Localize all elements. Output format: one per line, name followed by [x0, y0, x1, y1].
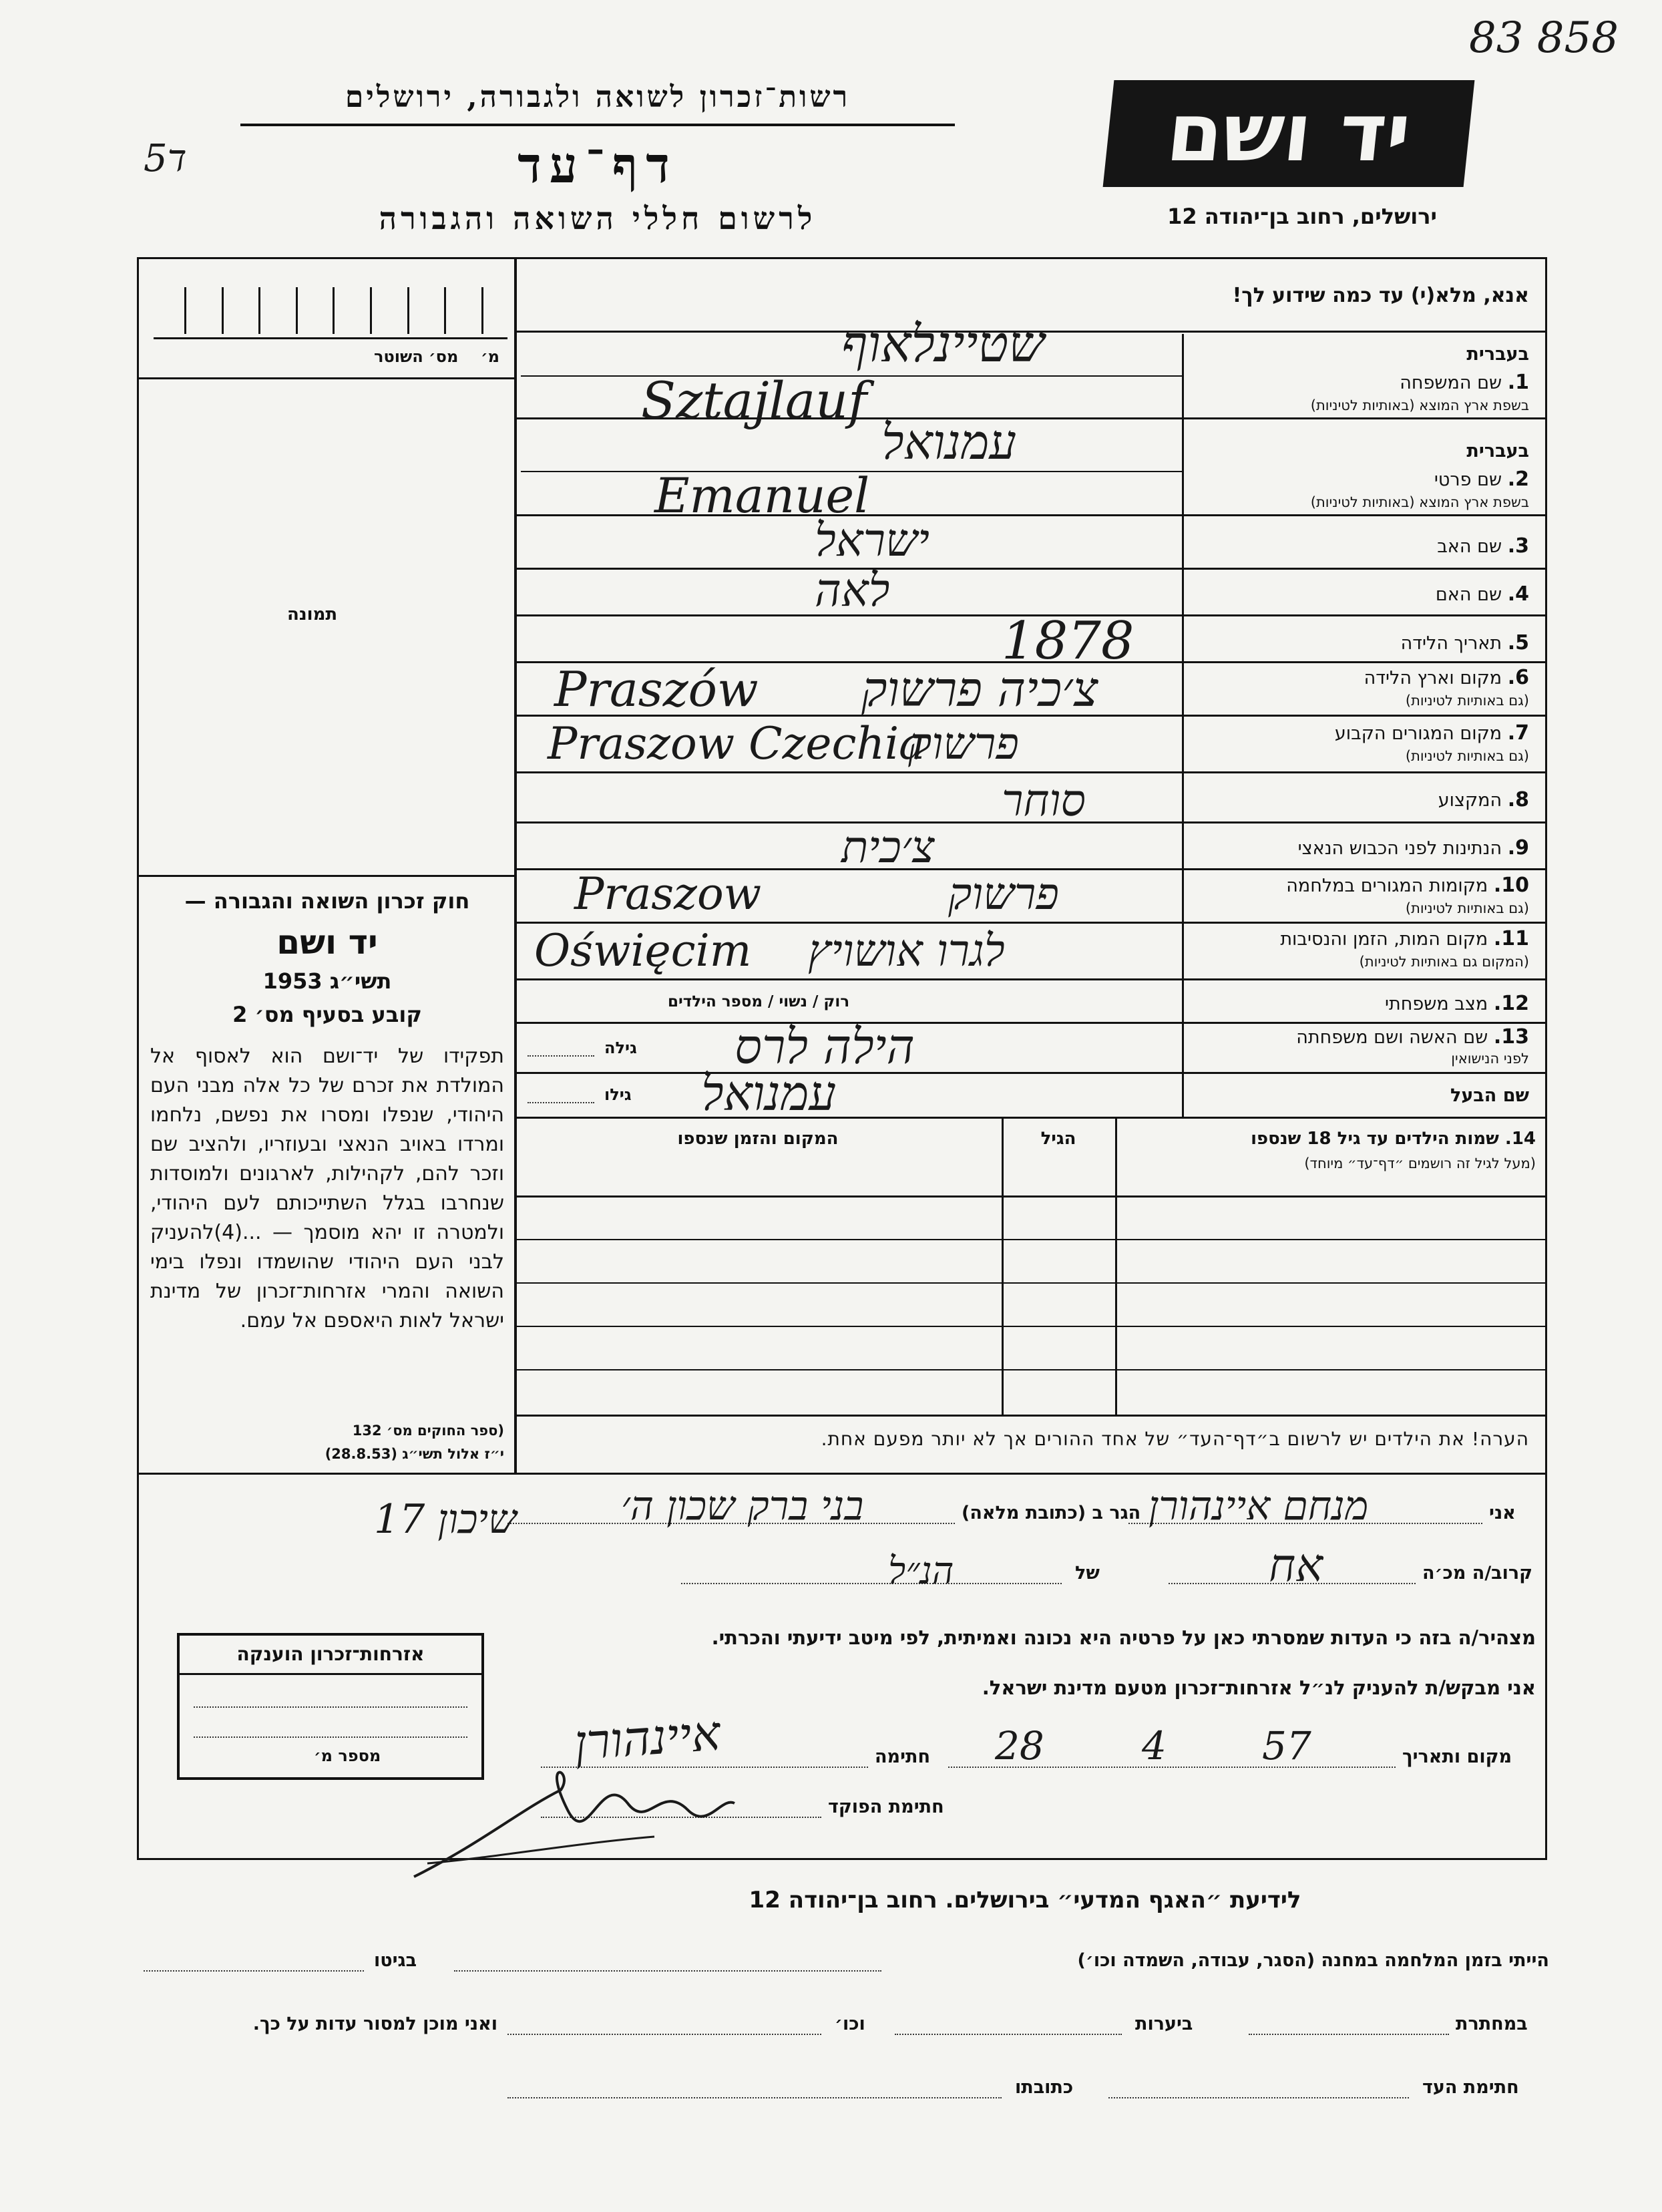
husband-age-label: גילו — [604, 1085, 632, 1104]
family-status-options: רוק / נשוי / מספר הילדים — [668, 993, 850, 1010]
hw-witness-name: מנחם איינהורן — [1149, 1483, 1369, 1529]
hw-witness-address: בני ברק שכון ה׳ — [621, 1483, 864, 1529]
file-number: 83 858 — [1469, 13, 1619, 63]
decl-place-date: מקום ותאריך — [1402, 1746, 1512, 1767]
hw-residence-heb: פרשוק — [908, 718, 1019, 769]
field-text: המקצוע — [1438, 790, 1502, 811]
law-year-row — [150, 968, 504, 994]
field-num: 3. — [1507, 534, 1529, 558]
footer-line2-d: ואני מוכן למסור עדות על כך. — [252, 2014, 497, 2034]
org-line: רשות־זכרון לשואה ולגבורה, ירושלים — [345, 80, 851, 114]
footer-line2-a: במחתרת — [1456, 2014, 1528, 2034]
field-text: מקום המגורים הקבוע — [1334, 723, 1502, 744]
footer-dot — [1249, 2034, 1449, 2035]
label-column-divider — [1182, 334, 1184, 1119]
field-7-label — [1189, 721, 1529, 745]
field-num: 6. — [1507, 666, 1529, 689]
field-text: תאריך הלידה — [1400, 633, 1502, 654]
serial-prefix: מ׳ — [481, 347, 500, 366]
row-rule — [514, 1072, 1547, 1074]
hw-residence-lat: Praszow Czechia — [548, 718, 925, 769]
footer-line3-a: חתימת העד — [1422, 2077, 1519, 2098]
decl-of-line — [681, 1583, 1062, 1584]
field-num: 1. — [1507, 371, 1529, 394]
field-num: 10. — [1493, 874, 1529, 897]
decl-i-am: אני — [1489, 1503, 1516, 1523]
hw-first-heb: עמנואל — [881, 414, 1017, 470]
field-13-label — [1189, 1025, 1529, 1049]
hw-birth-year: 1878 — [1002, 611, 1134, 671]
children-row-rule — [514, 1282, 1547, 1284]
field-text: שם פרטי — [1434, 470, 1502, 490]
field-11-sub: (המקום גם באותיות לטיניות) — [1359, 954, 1529, 970]
header-rule — [240, 124, 955, 126]
field-text: שם האם — [1435, 584, 1502, 605]
law-ref2: י״ז אלול תשי״ג (28.8.53) — [325, 1446, 504, 1462]
footer-dot — [1108, 2097, 1409, 2098]
husband-age-line — [528, 1102, 594, 1103]
children-row-rule — [514, 1326, 1547, 1327]
children-col-place: המקום והזמן שנספו — [677, 1129, 839, 1149]
hw-death-heb: לגרו אושויץ — [808, 925, 1005, 976]
decl-request: אני מבקש/ת להעניק לנ״ל אזרחות־זכרון מטעם מדינת ישראל. — [982, 1676, 1536, 1699]
law-text: תפקידו של יד־ושם הוא לאסוף אל המולדת את זכרם של כל אלה מבני העם היהודי, שנפלו ומסרו את נפשם, נלחמו ומרדו באויב הנאצי ובעוזריו, ולהציב שם וזכר להם, לקהילות, לארגונים ולמוסדות שנחרבו בגלל השתייכותם לעם היהודי, ולמטרה זו יהא מוסמך — ...(4)להעניק לבני העם היהודי שהושמדו ונפלו בימי השואה והמרי אזרחות־זכרון של מדינת ישראל לאות היאספם אל עמם. — [150, 1045, 504, 1332]
hw-surname-lat: Sztajlauf — [641, 371, 867, 430]
stamp-rule — [177, 1673, 484, 1675]
hw-witness-num: שיכון 17 — [374, 1496, 517, 1543]
law-clause: קובע בסעיף מס׳ 2 — [232, 1002, 422, 1027]
hw-surname-heb: שטיינלאוף — [841, 314, 1045, 373]
stamp-number: מספר מ׳ — [314, 1746, 381, 1765]
serial-boxes — [167, 287, 501, 334]
decl-statement: מצהיר/ה בזה כי העדות שמסרתי כאן על פרטיה היא נכונה ואמיתית, לפי מיטב ידיעתי והכרתי. — [711, 1626, 1536, 1649]
doc-subtitle: לרשום חללי השואה והגבורה — [379, 200, 817, 236]
doc-title: דף־עד — [517, 137, 678, 194]
hw-date-year: 57 — [1262, 1723, 1311, 1769]
footer-title: לידיעת ״האגף המדעי״ בירושלים. רחוב בן־יהודה 12 — [749, 1887, 1301, 1913]
decl-relative: קרוב/ה מכ׳ה — [1422, 1563, 1533, 1584]
hw-father: ישראל — [815, 514, 929, 567]
field-text: שם המשפחה — [1400, 373, 1502, 393]
decl-official-signature: חתימת הפוקד — [828, 1797, 944, 1817]
row-rule — [514, 922, 1547, 924]
children-note: הערה! את הילדים יש לרשום ב״דף־העד״ של אחד ההורים אך לא יותר מפעם אחת. — [821, 1428, 1529, 1450]
law-title: חוק זכרון השואה והגבורה — — [184, 888, 470, 914]
field-num: 7. — [1507, 721, 1529, 745]
field-10-label — [1189, 874, 1529, 897]
hw-birth-place-lat: Praszów — [554, 661, 759, 717]
field-13-sub: לפני הנישואין — [1451, 1051, 1529, 1067]
row-rule — [514, 771, 1547, 773]
hw-wife: הילה לרס — [735, 1019, 915, 1075]
field-num: 8. — [1507, 788, 1529, 811]
field-12-label — [1189, 992, 1529, 1015]
field-6-sub: (גם באותיות לטיניות) — [1405, 693, 1529, 709]
field-3-label — [1189, 534, 1529, 558]
law-name: יד ושם — [276, 923, 378, 962]
note-rule — [137, 1473, 1547, 1475]
footer-line1-a: הייתי בזמן המלחמה במחנה (הסגר, עבודה, השמדה וכו׳) — [1077, 1950, 1549, 1971]
footer-line2-c: וכו׳ — [835, 2014, 865, 2034]
form-intro: אנא, מלא(י) עד כמה שידוע לך! — [1232, 284, 1529, 307]
photo-top-rule — [137, 377, 516, 379]
field-num: 12. — [1493, 992, 1529, 1015]
hw-citizenship: צ׳כית — [841, 821, 935, 873]
footer-dot — [144, 1970, 364, 1972]
children-col-divider — [1115, 1119, 1117, 1416]
hw-relation-of: הנ״ל — [888, 1549, 954, 1593]
field-2-label — [1189, 468, 1529, 491]
field-text: מקומות המגורים במלחמה — [1286, 876, 1488, 896]
children-row-rule — [514, 1415, 1547, 1417]
footer-line2-b: ביערות — [1135, 2014, 1193, 2034]
stamp-title: אזרחות־זכרון הוענקה — [236, 1643, 425, 1665]
field-5-label — [1189, 631, 1529, 655]
field-num: 9. — [1507, 836, 1529, 860]
yad-vashem-logo — [1103, 80, 1475, 187]
hw-signature: איינהורן — [572, 1704, 722, 1771]
footer-line3-b: כתובתו — [1015, 2077, 1074, 2098]
footer-line1-b: בגיטו — [374, 1950, 417, 1971]
footer-dot — [895, 2034, 1122, 2035]
husband-label: שם הבעל — [1450, 1085, 1529, 1106]
field-6-label — [1189, 666, 1529, 689]
stamp-line — [194, 1706, 467, 1708]
photo-bottom-rule — [137, 875, 516, 877]
hw-husband: עמנואל — [701, 1065, 837, 1121]
footer-dot — [507, 2097, 1002, 2098]
field-1-sub: בשפת ארץ המוצא (באותיות לטיניות) — [1310, 397, 1529, 413]
field-7-sub: (גם באותיות לטיניות) — [1405, 748, 1529, 764]
children-row-rule — [514, 1239, 1547, 1240]
hw-profession: סוחר — [1002, 775, 1086, 826]
field-text: מקום המות, הזמן והנסיבות — [1280, 929, 1488, 950]
children-label: 14. שמות הילדים עד גיל 18 שנספו — [1251, 1129, 1536, 1149]
decl-living-in: הגר ב (כתובת מלאה) — [962, 1503, 1141, 1523]
stamp-line — [194, 1736, 467, 1738]
children-row-rule — [514, 1195, 1547, 1197]
hw-birth-place-heb: צ׳כיה פרשוק — [861, 661, 1098, 717]
law-ref1: (ספר החוקים מס׳ 132 — [352, 1423, 504, 1439]
field-8-label — [1189, 788, 1529, 811]
row-rule — [514, 568, 1547, 570]
field-11-label — [1189, 927, 1529, 950]
decl-of: של — [1075, 1563, 1100, 1584]
field-text: מקום וארץ הלידה — [1364, 668, 1502, 689]
field-num: 4. — [1507, 582, 1529, 606]
field-num: 13. — [1493, 1025, 1529, 1049]
hw-mother: לאה — [815, 564, 890, 617]
field-num: 2. — [1507, 468, 1529, 491]
hw-war-place-heb: פרשוק — [948, 868, 1059, 920]
law-year-heb: תשי״ג — [329, 968, 392, 994]
address: ירושלים, רחוב בן־יהודה 12 — [1167, 204, 1437, 229]
field-4-label — [1189, 582, 1529, 606]
hw-first-lat: Emanuel — [654, 468, 870, 524]
wife-age-line — [528, 1055, 594, 1057]
children-row-rule — [514, 1369, 1547, 1370]
hw-death-lat: Oświęcim — [534, 925, 752, 976]
field-1-label — [1189, 371, 1529, 394]
field-text: הנתינות לפני הכבוש הנאצי — [1297, 838, 1502, 859]
serial-label: מס׳ השוטר — [374, 347, 459, 366]
children-col-divider — [1002, 1119, 1004, 1416]
field-num: 5. — [1507, 631, 1529, 655]
hw-date-day: 28 — [995, 1723, 1044, 1769]
hw-war-place-lat: Praszow — [574, 868, 762, 920]
field-2-sub: בשפת ארץ המוצא (באותיות לטיניות) — [1310, 494, 1529, 510]
hw-relation: אח — [1269, 1539, 1323, 1592]
logo-text: יד ושם — [1163, 87, 1416, 180]
field-10-sub: (גם באותיות לטיניות) — [1405, 900, 1529, 916]
decl-signature-label: חתימה — [875, 1746, 931, 1767]
in-hebrew-1: בעברית — [1466, 344, 1529, 365]
serial-rule — [154, 337, 507, 339]
row-rule — [514, 1022, 1547, 1024]
field-text: שם האשה ושם משפחתה — [1296, 1027, 1488, 1048]
left-column-divider — [514, 257, 517, 1473]
corner-note: 5ד — [144, 137, 187, 180]
footer-dot — [507, 2034, 821, 2035]
field-text: מצב משפחתי — [1384, 994, 1488, 1015]
children-sub: (מעל לגיל זה רושמים ״דף־עד״ מיוחד) — [1304, 1155, 1536, 1171]
field-text: שם האב — [1437, 536, 1502, 557]
field-num: 11. — [1493, 927, 1529, 950]
footer-dot — [454, 1970, 881, 1972]
row-rule — [514, 1117, 1547, 1119]
wife-age-label: גילה — [604, 1039, 637, 1057]
children-col-age: הגיל — [1040, 1129, 1076, 1149]
in-hebrew-2: בעברית — [1466, 441, 1529, 462]
row-rule — [514, 978, 1547, 980]
law-year: 1953 — [262, 968, 323, 994]
field-9-label — [1189, 836, 1529, 860]
photo-label: תמונה — [287, 604, 338, 624]
hw-date-month: 4 — [1142, 1723, 1167, 1769]
